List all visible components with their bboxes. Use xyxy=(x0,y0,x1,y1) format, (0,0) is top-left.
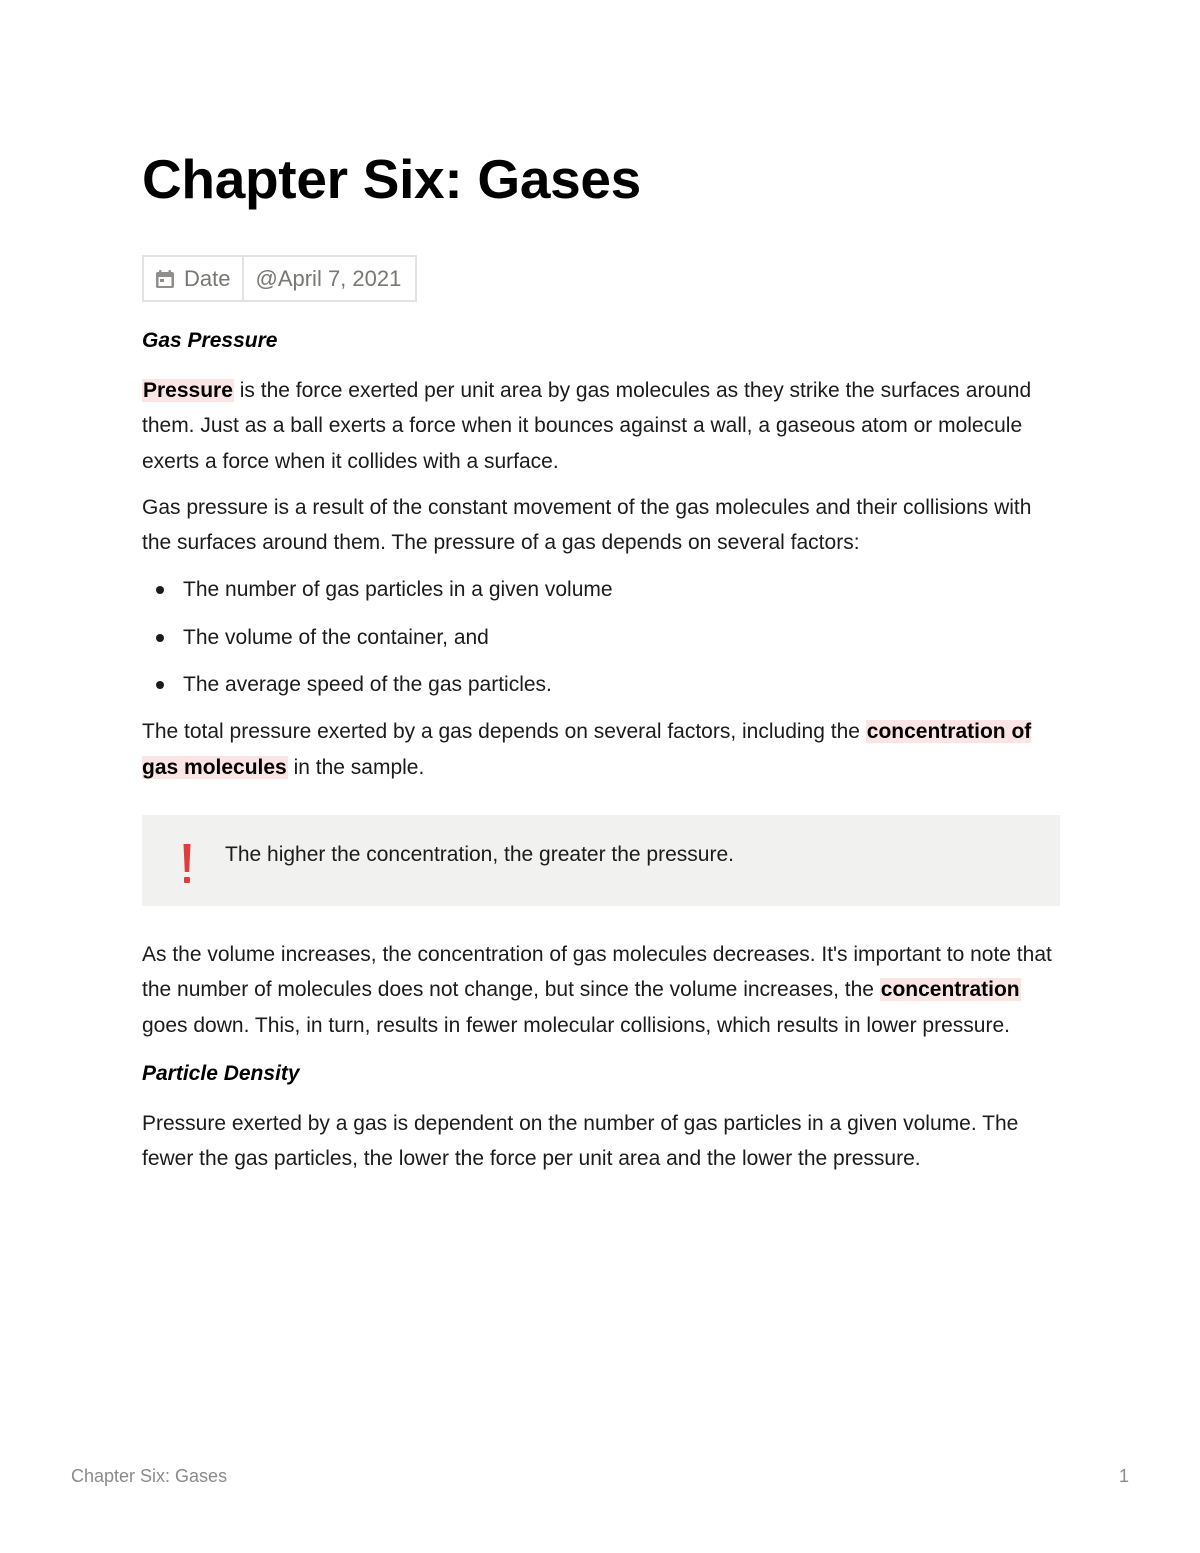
paragraph-total-pressure xyxy=(142,714,1060,785)
property-name[interactable] xyxy=(144,257,244,300)
bullet-icon xyxy=(156,634,164,642)
exclamation-icon xyxy=(178,841,196,887)
bullet-icon xyxy=(156,586,164,594)
highlight-concentration-of-gas-molecules: concentration of gas molecules xyxy=(142,720,1032,779)
list-item xyxy=(142,620,1060,655)
paragraph-pressure-definition xyxy=(142,373,1060,479)
paragraph-text: The total pressure exerted by a gas depends on several factors, including the xyxy=(142,720,866,744)
list-item-text: The average speed of the gas particles. xyxy=(183,673,552,697)
footer-title: Chapter Six: Gases xyxy=(71,1466,228,1486)
factors-list xyxy=(142,572,1060,702)
page-title: Chapter Six: Gases xyxy=(142,148,641,210)
calendar-icon xyxy=(154,268,176,290)
page-content xyxy=(142,140,1060,1177)
callout-text: The higher the concentration, the greater the pressure. xyxy=(225,843,734,867)
list-item-text: The volume of the container, and xyxy=(183,625,489,649)
paragraph-text: in the sample. xyxy=(287,755,425,779)
paragraph-gas-pressure-factors: Gas pressure is a result of the constant movement of the gas molecules and their collisions with the surfaces around them. The pressure of a gas depends on several factors: xyxy=(142,495,1032,555)
paragraph-text: As the volume increases, the concentration of gas molecules decreases. It's important to note that the number of molecules does not change, but since the volume increases, the xyxy=(142,943,1052,1002)
property-row xyxy=(142,255,417,302)
bullet-icon xyxy=(156,681,164,689)
list-item xyxy=(142,667,1060,702)
page-number: 1 xyxy=(1118,1466,1129,1486)
paragraph-text: is the force exerted per unit area by gas molecules as they strike the surfaces around them. Just as a ball exerts a force when it bounces against a wall, a gaseous atom or molecule exerts a force when it collides with a surface. xyxy=(142,379,1032,473)
paragraph-particle-density: Pressure exerted by a gas is dependent on the number of gas particles in a given volume. The fewer the gas particles, the lower the force per unit area and the lower the pressure. xyxy=(142,1111,1019,1171)
highlight-concentration: concentration xyxy=(880,978,1020,1002)
property-name-label: Date xyxy=(184,265,231,291)
list-item-text: The number of gas particles in a given volume xyxy=(183,578,613,602)
section-heading-gas-pressure: Gas Pressure xyxy=(142,329,278,352)
paragraph-text: goes down. This, in turn, results in fewer molecular collisions, which results in lower pressure. xyxy=(142,1013,1010,1037)
paragraph-volume-concentration xyxy=(142,937,1060,1043)
callout-block xyxy=(142,815,1060,906)
date-value: @April 7, 2021 xyxy=(255,265,402,291)
section-heading-particle-density: Particle Density xyxy=(142,1061,300,1085)
list-item xyxy=(142,572,1060,607)
highlight-pressure: Pressure xyxy=(143,379,233,402)
property-value[interactable] xyxy=(244,257,415,300)
